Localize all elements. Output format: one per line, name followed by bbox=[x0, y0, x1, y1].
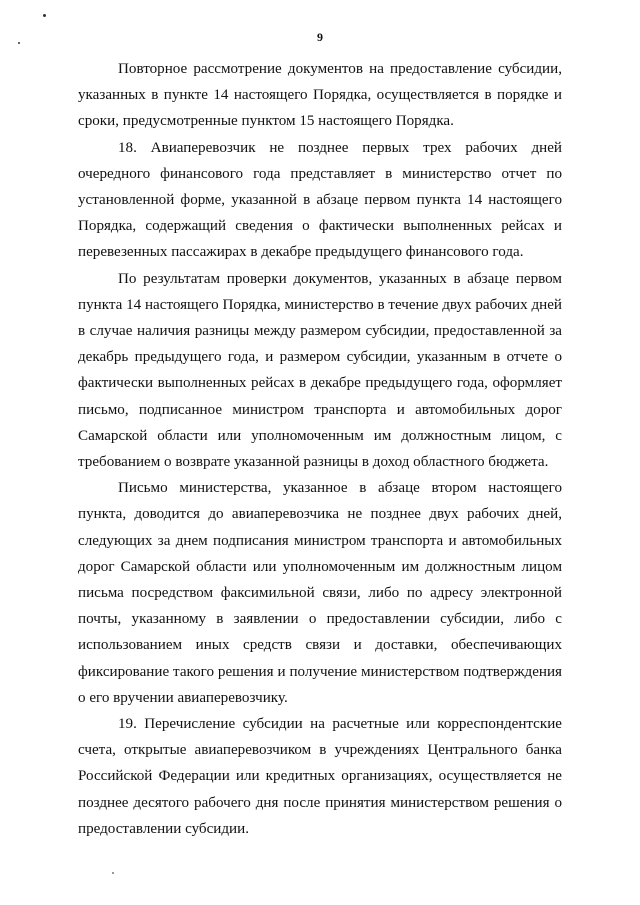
scan-speck bbox=[112, 872, 114, 874]
paragraph-repeat-review: Повторное рассмотрение документов на предоставление субсидии, указанных в пункте 14 настоящего Порядка, осуществляется в порядке и сроки, предусмотренные пунктом 15 настоящего Порядка. bbox=[78, 61, 562, 130]
document-body bbox=[78, 56, 562, 842]
scan-speck bbox=[43, 14, 46, 17]
paragraph-verification-results: По результатам проверки документов, указанных в абзаце первом пункта 14 настоящего Порядка, министерство в течение двух рабочих дней в случае наличия разницы между размером субсидии, предоставленной за декабрь предыдущего года, и размером субсидии, указанным в отчете о фактически выполненных рейсах в декабре предыдущего года, оформляет письмо, подписанное министром транспорта и автомобильных дорог Самарской области или уполномоченным им должностным лицом, с требованием о возврате указанной разницы в доход областного бюджета. bbox=[78, 270, 562, 471]
paragraph-item-18: 18. Авиаперевозчик не позднее первых трех рабочих дней очередного финансового года представляет в министерство отчет по установленной форме, указанной в абзаце первом пункта 14 настоящего Порядка, содержащий сведения о фактически выполненных рейсах и перевезенных пассажирах в декабре предыдущего финансового года. bbox=[78, 139, 562, 261]
paragraph-ministry-letter: Письмо министерства, указанное в абзаце втором настоящего пункта, доводится до авиаперевозчика не позднее двух рабочих дней, следующих за днем подписания министром транспорта и автомобильных дорог Самарской области или уполномоченным им должностным лицом письма посредством факсимильной связи, либо по адресу электронной почты, указанному в заявлении о предоставлении субсидии, либо с использованием иных средств связи и доставки, обеспечивающих фиксирование такого решения и получение министерством подтверждения о его вручении авиаперевозчику. bbox=[78, 480, 562, 706]
page-number: 9 bbox=[317, 30, 323, 44]
paragraph-item-19: 19. Перечисление субсидии на расчетные или корреспондентские счета, открытые авиаперевозчиком в учреждениях Центрального банка Российской Федерации или кредитных организациях, осуществляется не позднее десятого рабочего дня после принятия министерством решения о предоставлении субсидии. bbox=[78, 716, 562, 837]
